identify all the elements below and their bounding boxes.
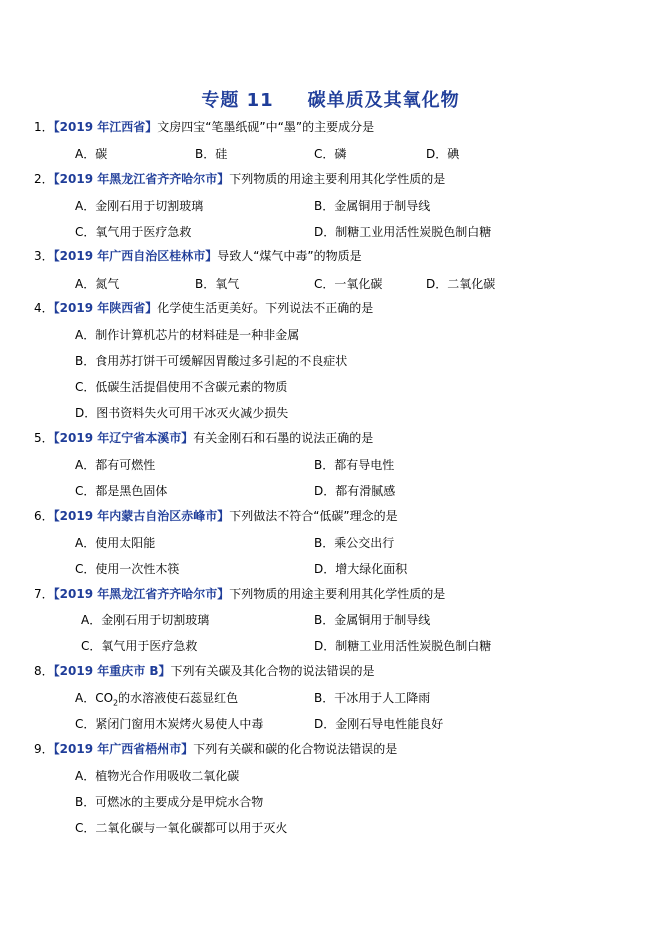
question-8 bbox=[34, 663, 375, 679]
question-3 bbox=[34, 248, 362, 264]
question-number: 5． bbox=[34, 431, 54, 445]
option-a bbox=[75, 690, 238, 711]
option-c: C．低碳生活提倡使用不含碳元素的物质 bbox=[75, 380, 288, 394]
option-a: A．金刚石用于切割玻璃 bbox=[81, 613, 210, 627]
option-a: A．金刚石用于切割玻璃 bbox=[75, 199, 204, 213]
source-tag: 【2019 年广西省梧州市】 bbox=[53, 742, 194, 756]
option-b: B．可燃冰的主要成分是甲烷水合物 bbox=[75, 795, 264, 809]
option-c: C．使用一次性木筷 bbox=[75, 562, 180, 576]
question-number: 6． bbox=[34, 509, 54, 523]
option-c: C．都是黑色固体 bbox=[75, 484, 168, 498]
question-5 bbox=[34, 430, 373, 446]
question-stem: 下列物质的用途主要利用其化学性质的是 bbox=[229, 172, 446, 186]
question-1 bbox=[34, 119, 374, 135]
question-number: 3． bbox=[34, 249, 54, 263]
topic-number: 专题 11 bbox=[201, 90, 274, 111]
question-stem: 文房四宝“笔墨纸砚”中“墨”的主要成分是 bbox=[157, 120, 375, 134]
question-number: 1． bbox=[34, 120, 54, 134]
option-b: B．乘公交出行 bbox=[314, 536, 395, 550]
option-a: A．使用太阳能 bbox=[75, 536, 156, 550]
source-tag: 【2019 年黑龙江省齐齐哈尔市】 bbox=[53, 587, 230, 601]
source-tag: 【2019 年辽宁省本溪市】 bbox=[53, 431, 194, 445]
option-c: C．二氧化碳与一氧化碳都可以用于灭火 bbox=[75, 821, 288, 835]
option-d: D．增大绿化面积 bbox=[314, 562, 408, 576]
option-d: D．图书资料失火可用干冰灭火减少损失 bbox=[75, 406, 289, 420]
question-stem: 导致人“煤气中毒”的物质是 bbox=[217, 249, 362, 263]
option-d: D．制糖工业用活性炭脱色制白糖 bbox=[314, 225, 492, 239]
option-c: C．紧闭门窗用木炭烤火易使人中毒 bbox=[75, 717, 264, 731]
option-d: D．二氧化碳 bbox=[426, 277, 496, 291]
question-number: 7． bbox=[34, 587, 54, 601]
option-a: A．制作计算机芯片的材料硅是一种非金属 bbox=[75, 328, 300, 342]
option-b: B．氧气 bbox=[195, 277, 240, 291]
question-number: 2． bbox=[34, 172, 54, 186]
option-c: C．一氧化碳 bbox=[314, 277, 383, 291]
question-stem: 化学使生活更美好。下列说法不正确的是 bbox=[157, 301, 374, 315]
question-number: 8． bbox=[34, 664, 54, 678]
option-d: D．碘 bbox=[426, 147, 460, 161]
question-stem: 下列物质的用途主要利用其化学性质的是 bbox=[229, 587, 446, 601]
option-b: B．金属铜用于制导线 bbox=[314, 199, 431, 213]
source-tag: 【2019 年内蒙古自治区赤峰市】 bbox=[53, 509, 230, 523]
question-number: 4． bbox=[34, 301, 54, 315]
source-tag: 【2019 年黑龙江省齐齐哈尔市】 bbox=[53, 172, 230, 186]
question-stem: 下列有关碳和碳的化合物说法错误的是 bbox=[193, 742, 398, 756]
option-d: D．制糖工业用活性炭脱色制白糖 bbox=[314, 639, 492, 653]
option-b: B．食用苏打饼干可缓解因胃酸过多引起的不良症状 bbox=[75, 354, 348, 368]
option-b: B．金属铜用于制导线 bbox=[314, 613, 431, 627]
question-stem: 下列做法不符合“低碳”理念的是 bbox=[229, 509, 398, 523]
option-a-text: A．CO bbox=[75, 691, 114, 705]
option-a: A．碳 bbox=[75, 147, 108, 161]
question-6 bbox=[34, 508, 398, 524]
question-2 bbox=[34, 171, 445, 187]
question-9 bbox=[34, 741, 397, 757]
subscript-2: 2 bbox=[113, 698, 119, 708]
source-tag: 【2019 年重庆市 B】 bbox=[53, 664, 171, 678]
option-d: D．金刚石导电性能良好 bbox=[314, 717, 444, 731]
option-c: C．磷 bbox=[314, 147, 347, 161]
option-c: C．氧气用于医疗急救 bbox=[75, 225, 192, 239]
option-a: A．都有可燃性 bbox=[75, 458, 156, 472]
option-c: C．氧气用于医疗急救 bbox=[81, 639, 198, 653]
page-title bbox=[0, 86, 661, 112]
option-a: A．植物光合作用吸收二氧化碳 bbox=[75, 769, 240, 783]
question-7 bbox=[34, 586, 445, 602]
topic-name: 碳单质及其氧化物 bbox=[307, 90, 460, 111]
question-number: 9． bbox=[34, 742, 54, 756]
option-a: A．氮气 bbox=[75, 277, 120, 291]
option-d: D．都有滑腻感 bbox=[314, 484, 396, 498]
question-stem: 有关金刚石和石墨的说法正确的是 bbox=[193, 431, 374, 445]
option-b: B．都有导电性 bbox=[314, 458, 395, 472]
source-tag: 【2019 年广西自治区桂林市】 bbox=[53, 249, 218, 263]
question-stem: 下列有关碳及其化合物的说法错误的是 bbox=[170, 664, 375, 678]
question-4 bbox=[34, 300, 373, 316]
option-b: B．硅 bbox=[195, 147, 228, 161]
source-tag: 【2019 年陕西省】 bbox=[53, 301, 158, 315]
option-a-text-rest: 的水溶液使石蕊显红色 bbox=[118, 691, 239, 705]
source-tag: 【2019 年江西省】 bbox=[53, 120, 158, 134]
option-b: B．干冰用于人工降雨 bbox=[314, 691, 431, 705]
